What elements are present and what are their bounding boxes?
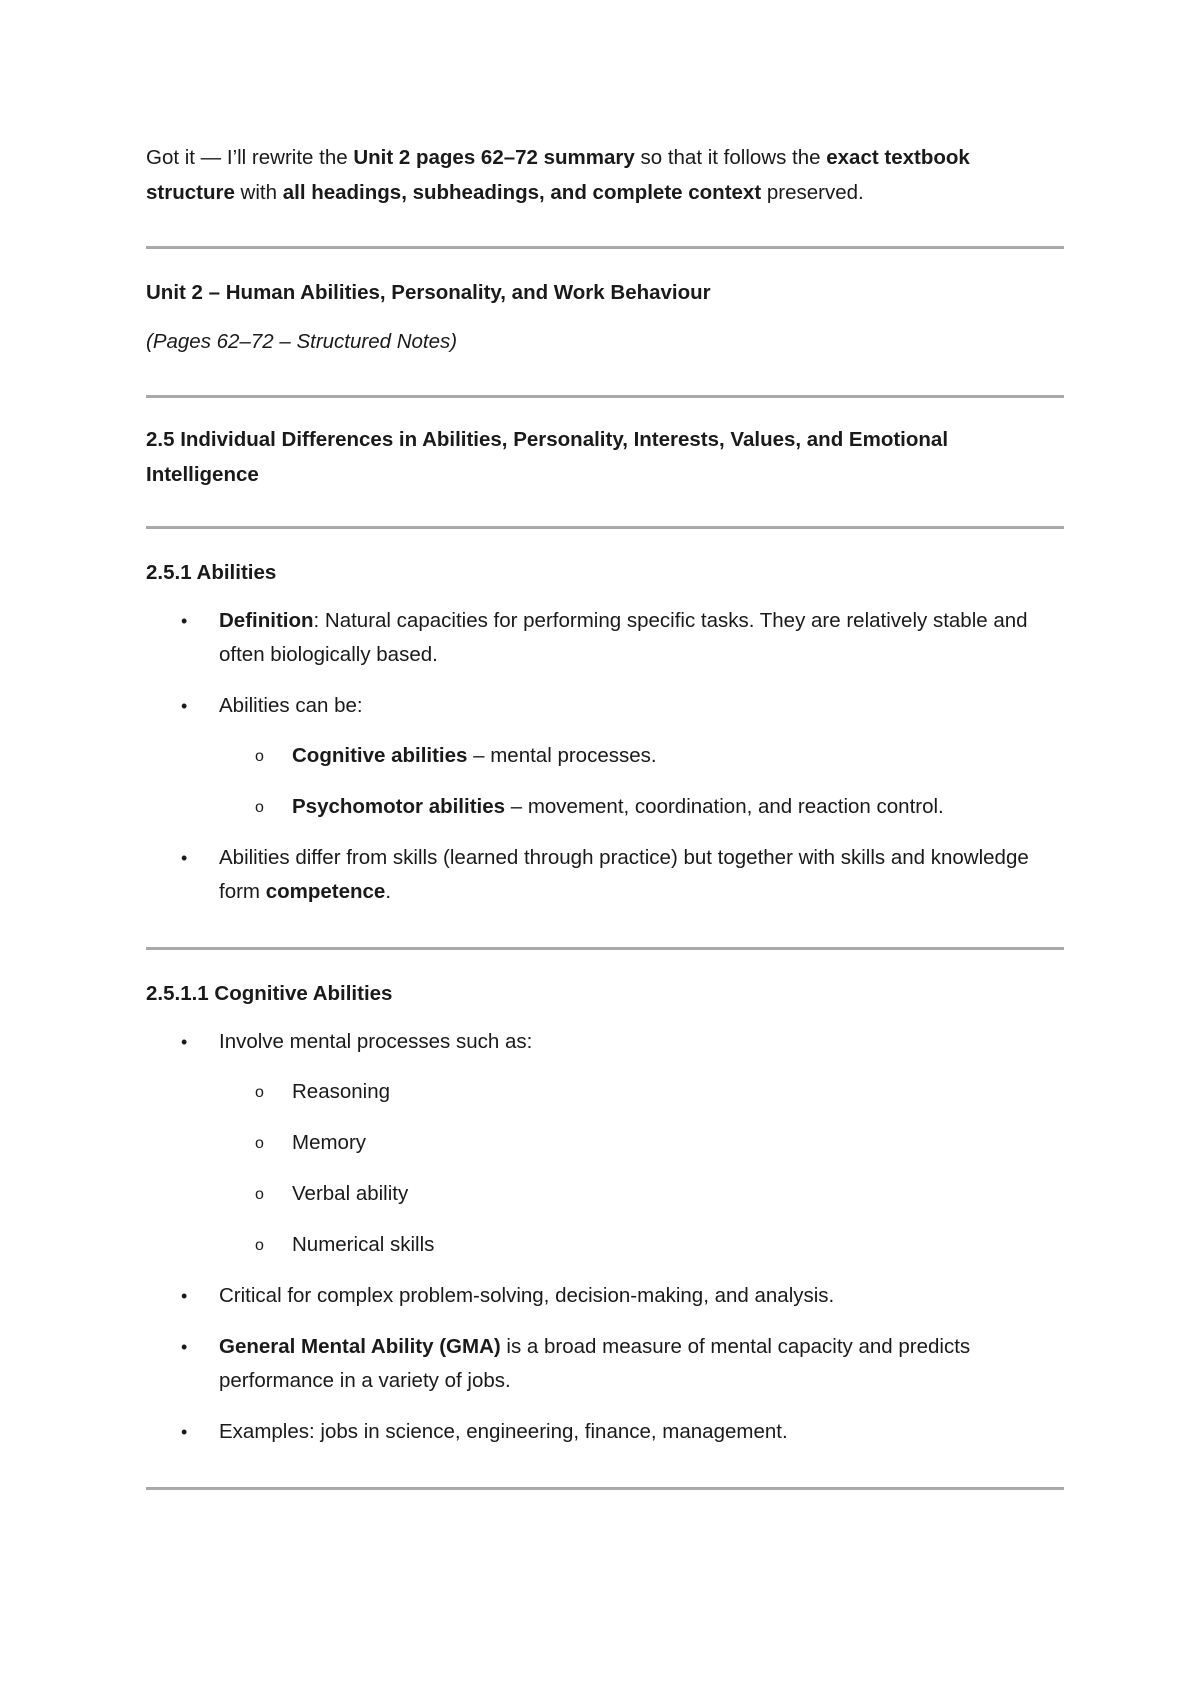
section-2-5-heading: 2.5 Individual Differences in Abilities, Personality, Interests, Values, and Emotional Intelligence [146, 428, 949, 486]
list-item: • Abilities can be: o Cognitive abilities – mental processes. o Psychomotor abilities – movement, coordination, and reaction control. [146, 689, 1064, 824]
list-item: • Abilities differ from skills (learned through practice) but together with skills and knowledge form competence. [146, 841, 1064, 909]
list-item: o Reasoning [219, 1075, 1064, 1109]
list-item: o Memory [219, 1126, 1064, 1160]
list-item: o Psychomotor abilities – movement, coordination, and reaction control. [219, 790, 1064, 824]
list-item: • Examples: jobs in science, engineering, finance, management. [146, 1415, 1064, 1449]
bullet-icon: • [181, 848, 188, 868]
bullet-icon: • [181, 1032, 188, 1052]
list-item: o Verbal ability [219, 1177, 1064, 1211]
unit-subtitle: (Pages 62–72 – Structured Notes) [146, 330, 458, 353]
list-item: • Critical for complex problem-solving, decision-making, and analysis. [146, 1279, 1064, 1313]
list-item: • Definition: Natural capacities for performing specific tasks. They are relatively stable and often biologically based. [146, 604, 1064, 672]
list-item: • General Mental Ability (GMA) is a broad measure of mental capacity and predicts performance in a variety of jobs. [146, 1330, 1064, 1398]
sub-bullet-icon: o [255, 799, 264, 816]
bullet-icon: • [181, 1422, 188, 1442]
sub-bullet-icon: o [255, 1237, 264, 1254]
ability-types-list [219, 739, 1064, 824]
list-item: o Numerical skills [219, 1228, 1064, 1262]
list-item: • Involve mental processes such as: o Reasoning o Memory o Verbal ability o Numerical skills [146, 1025, 1064, 1262]
bullet-icon: • [181, 696, 188, 716]
divider [146, 526, 1064, 529]
divider [146, 395, 1064, 398]
intro-paragraph: Got it — I’ll rewrite the Unit 2 pages 62–72 summary so that it follows the exact textbook structure with all headings, subheadings, and complete context preserved. [146, 146, 970, 204]
sub-bullet-icon: o [255, 1186, 264, 1203]
section-2-5-1-heading: 2.5.1 Abilities [146, 561, 277, 584]
section-2-5-1-1-heading: 2.5.1.1 Cognitive Abilities [146, 982, 393, 1005]
bullet-icon: • [181, 1286, 188, 1306]
bullet-icon: • [181, 611, 188, 631]
sub-bullet-icon: o [255, 748, 264, 765]
cognitive-abilities-list [146, 1025, 1064, 1449]
unit-title: Unit 2 – Human Abilities, Personality, and Work Behaviour [146, 281, 711, 304]
mental-processes-list [219, 1075, 1064, 1262]
sub-bullet-icon: o [255, 1084, 264, 1101]
abilities-list [146, 604, 1064, 909]
divider [146, 947, 1064, 950]
divider [146, 1487, 1064, 1490]
sub-bullet-icon: o [255, 1135, 264, 1152]
list-item: o Cognitive abilities – mental processes. [219, 739, 1064, 773]
document-page [146, 140, 1064, 1490]
bullet-icon: • [181, 1337, 188, 1357]
divider [146, 246, 1064, 249]
